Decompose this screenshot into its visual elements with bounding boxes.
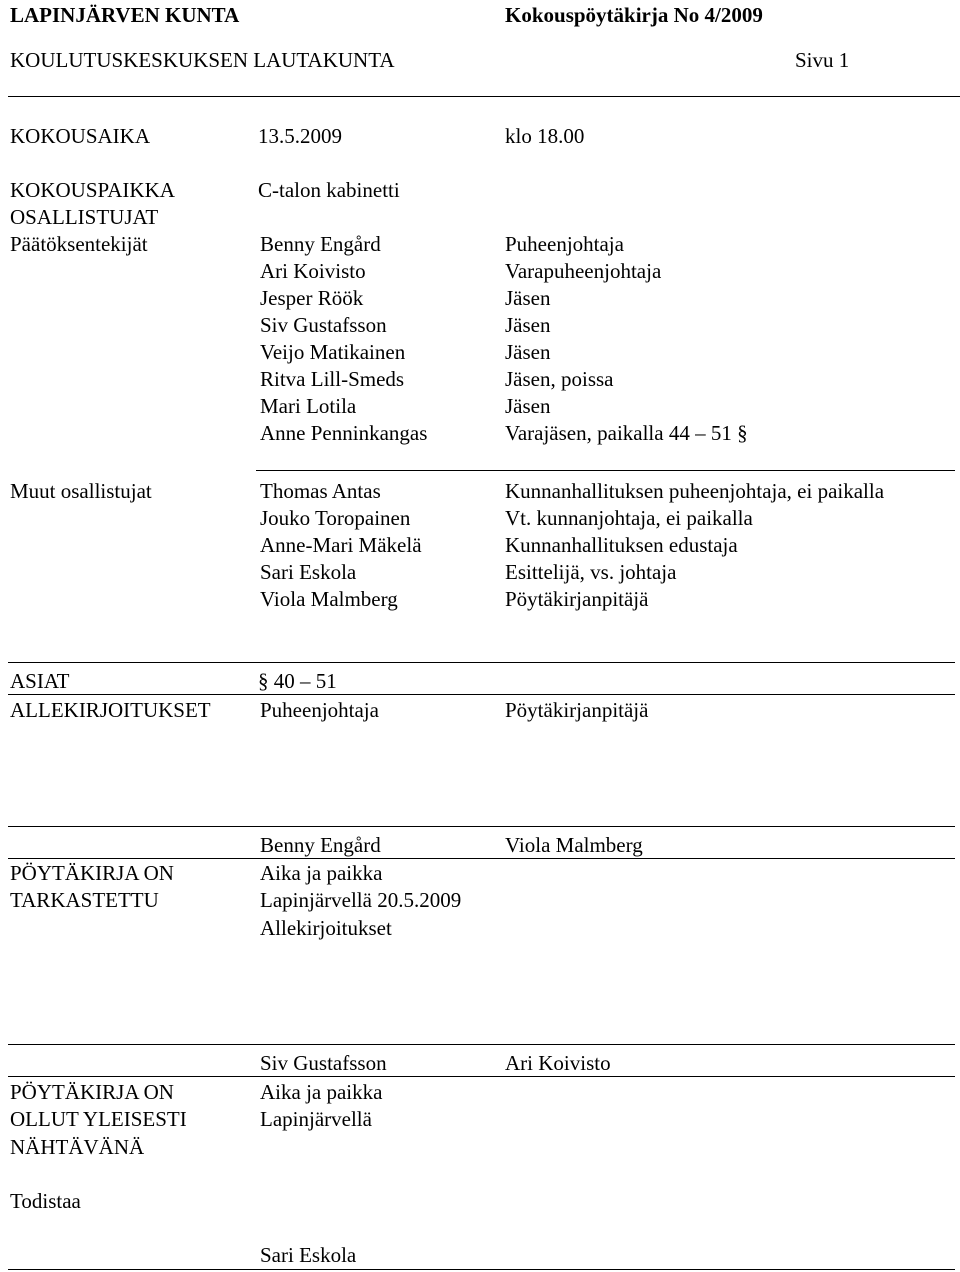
checked-location-date: Lapinjärvellä 20.5.2009 <box>260 888 462 912</box>
member-name: Anne Penninkangas <box>260 421 428 445</box>
public-signer-name: Siv Gustafsson <box>260 1051 387 1075</box>
member-role: Jäsen, poissa <box>505 367 614 391</box>
checked-divider <box>8 826 955 827</box>
other-participants-label: Muut osallistujat <box>10 479 152 503</box>
certifier-name: Sari Eskola <box>260 1243 357 1267</box>
decision-makers-label: Päätöksentekijät <box>10 232 148 256</box>
participant-role: Esittelijä, vs. johtaja <box>505 560 677 584</box>
participant-name: Jouko Toropainen <box>260 506 411 530</box>
checked-divider-inner <box>8 858 955 859</box>
public-divider-inner <box>8 1076 955 1077</box>
checked-signatures-label: Allekirjoitukset <box>260 916 392 940</box>
committee-name: KOULUTUSKESKUKSEN LAUTAKUNTA <box>10 48 395 72</box>
participant-name: Sari Eskola <box>260 560 357 584</box>
checker-name: Benny Engård <box>260 833 381 857</box>
participant-name: Anne-Mari Mäkelä <box>260 533 422 557</box>
document-title: Kokouspöytäkirja No 4/2009 <box>505 3 763 27</box>
member-role: Varajäsen, paikalla 44 – 51 § <box>505 421 748 445</box>
meeting-time-label: KOKOUSAIKA <box>10 124 150 148</box>
matters-value: § 40 – 51 <box>258 669 337 693</box>
participant-role: Kunnanhallituksen puheenjohtaja, ei paikalla <box>505 479 885 503</box>
checked-label-line2: TARKASTETTU <box>10 888 159 912</box>
member-role: Jäsen <box>505 394 551 418</box>
participant-role: Vt. kunnanjohtaja, ei paikalla <box>505 506 753 530</box>
municipality-name: LAPINJÄRVEN KUNTA <box>10 3 240 27</box>
participants-label: OSALLISTUJAT <box>10 205 159 229</box>
matters-divider-top <box>8 662 955 663</box>
member-name: Mari Lotila <box>260 394 357 418</box>
member-role: Puheenjohtaja <box>505 232 624 256</box>
participant-name: Thomas Antas <box>260 479 381 503</box>
checker-name: Viola Malmberg <box>505 833 643 857</box>
chair-signature-label: Puheenjohtaja <box>260 698 379 722</box>
matters-label: ASIAT <box>10 669 70 693</box>
member-name: Ari Koivisto <box>260 259 366 283</box>
public-label-line3: NÄHTÄVÄNÄ <box>10 1135 145 1159</box>
meeting-date: 13.5.2009 <box>258 124 342 148</box>
public-time-place-label: Aika ja paikka <box>260 1080 383 1104</box>
checked-label-line1: PÖYTÄKIRJA ON <box>10 861 174 885</box>
public-divider <box>8 1044 955 1045</box>
member-role: Jäsen <box>505 286 551 310</box>
page-number: Sivu 1 <box>795 48 850 72</box>
meeting-place-label: KOKOUSPAIKKA <box>10 178 175 202</box>
public-label-line1: PÖYTÄKIRJA ON <box>10 1080 174 1104</box>
member-name: Benny Engård <box>260 232 381 256</box>
public-signer-name: Ari Koivisto <box>505 1051 611 1075</box>
public-location: Lapinjärvellä <box>260 1107 372 1131</box>
member-name: Jesper Röök <box>260 286 364 310</box>
participant-role: Pöytäkirjanpitäjä <box>505 587 649 611</box>
signatures-label: ALLEKIRJOITUKSET <box>10 698 211 722</box>
member-role: Jäsen <box>505 313 551 337</box>
header-divider <box>8 96 960 97</box>
matters-divider-bottom <box>8 694 955 695</box>
participants-divider <box>256 470 955 471</box>
member-role: Jäsen <box>505 340 551 364</box>
member-name: Siv Gustafsson <box>260 313 387 337</box>
bottom-divider <box>8 1269 955 1270</box>
certify-label: Todistaa <box>10 1189 81 1213</box>
member-role: Varapuheenjohtaja <box>505 259 662 283</box>
meeting-place: C-talon kabinetti <box>258 178 400 202</box>
participant-role: Kunnanhallituksen edustaja <box>505 533 738 557</box>
meeting-clock: klo 18.00 <box>505 124 585 148</box>
participant-name: Viola Malmberg <box>260 587 398 611</box>
member-name: Ritva Lill-Smeds <box>260 367 405 391</box>
public-label-line2: OLLUT YLEISESTI <box>10 1107 187 1131</box>
checked-time-place-label: Aika ja paikka <box>260 861 383 885</box>
member-name: Veijo Matikainen <box>260 340 406 364</box>
secretary-signature-label: Pöytäkirjanpitäjä <box>505 698 649 722</box>
